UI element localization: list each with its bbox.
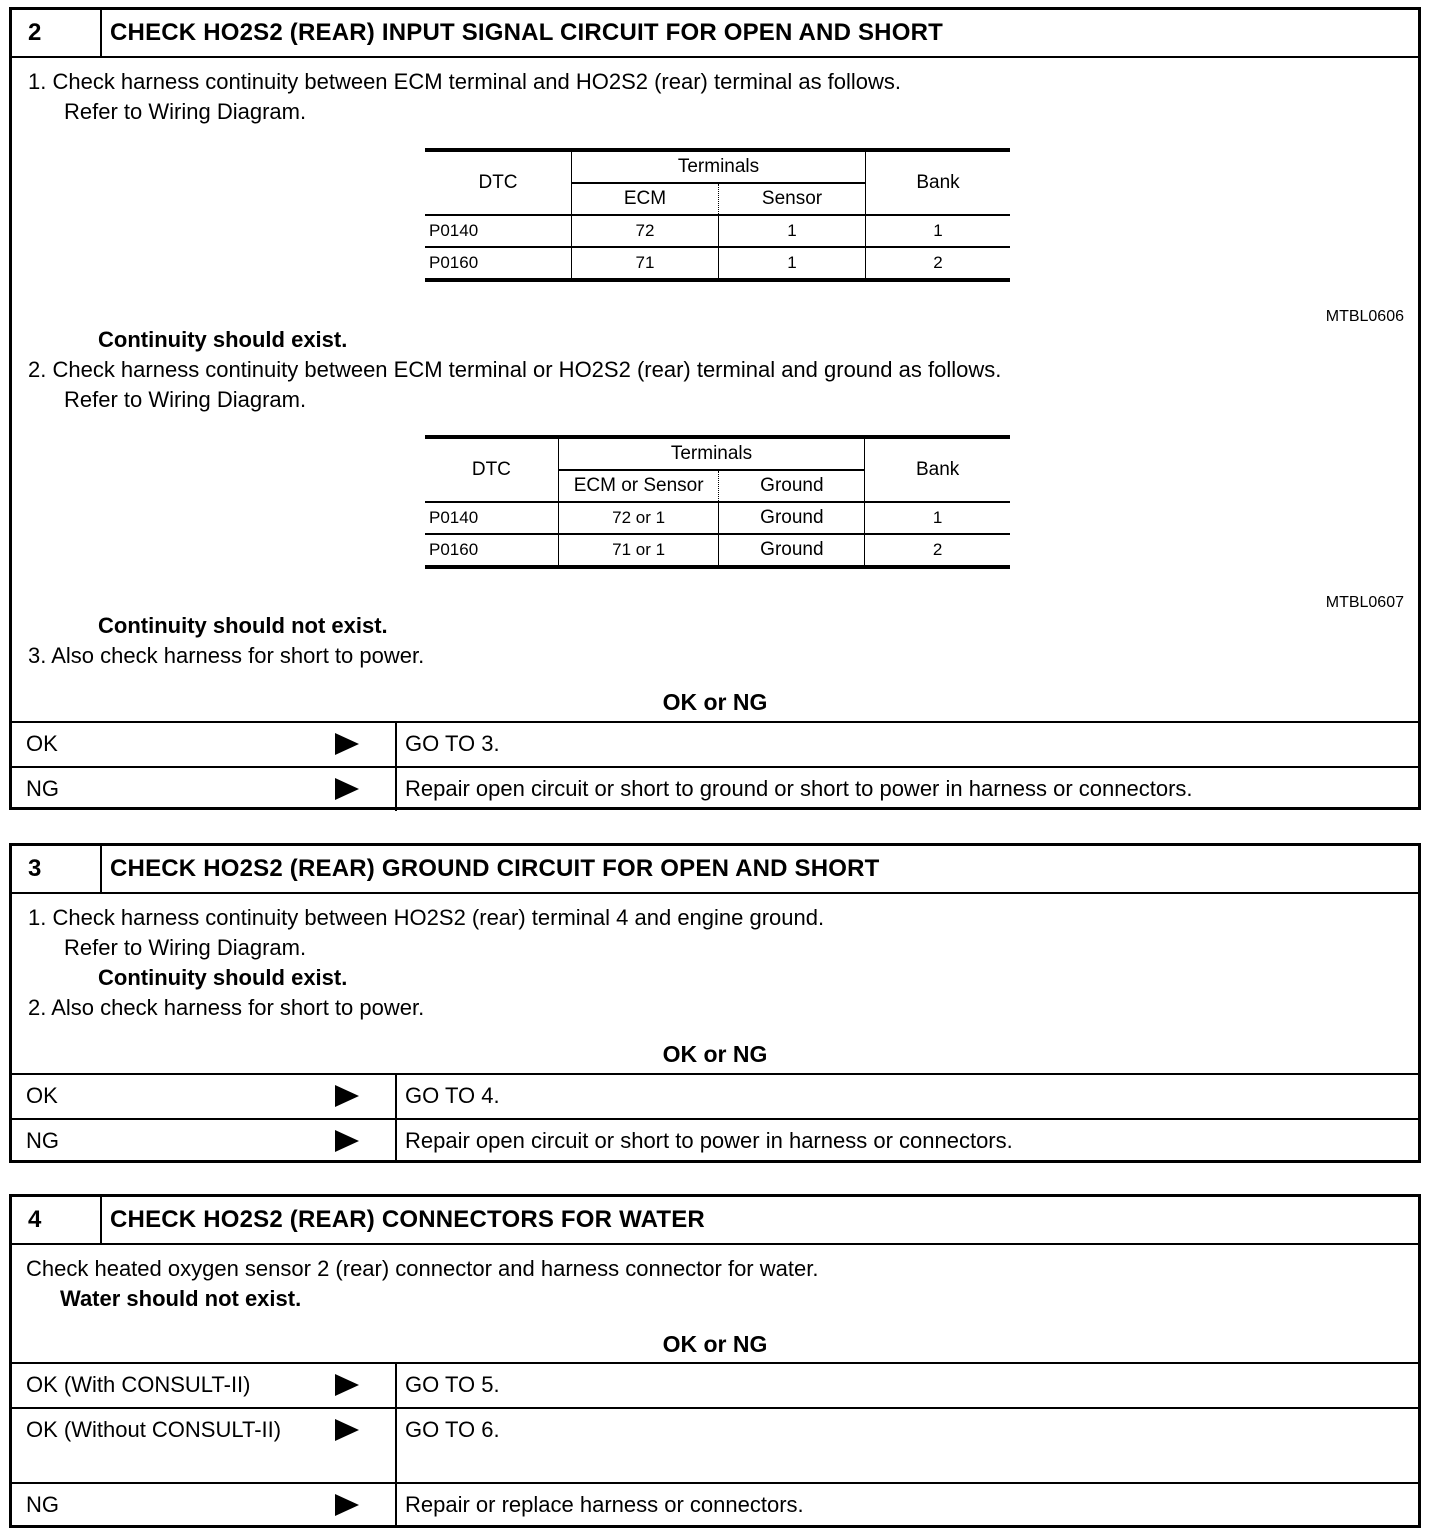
cell-dtc: P0140 [425, 215, 572, 247]
table-ref-code: MTBL0607 [1325, 594, 1404, 611]
arrow-right-icon [335, 1374, 359, 1396]
terminal-table-1 [425, 148, 1010, 282]
result-row-ok [12, 721, 1418, 766]
table-ref-code: MTBL0606 [1325, 308, 1404, 325]
step-title: CHECK HO2S2 (REAR) GROUND CIRCUIT FOR OPEN AND SHORT [110, 855, 880, 882]
cell-ecm: 72 [572, 215, 719, 247]
instruction-1: 1. Check harness continuity between HO2S2 (rear) terminal 4 and engine ground. [28, 905, 825, 930]
instruction-1: 1. Check harness continuity between ECM terminal and HO2S2 (rear) terminal as follows. [28, 69, 902, 94]
spec-note-2: Continuity should not exist. [98, 613, 388, 638]
cell-ecm-or-sensor: 72 or 1 [558, 502, 719, 534]
col-header-ecm-or-sensor: ECM or Sensor [558, 470, 719, 502]
step-2-section [9, 7, 1421, 810]
col-header-dtc: DTC [425, 150, 572, 215]
step-3-body [12, 894, 1418, 1073]
cell-bank: 1 [866, 215, 1011, 247]
result-row-ng [12, 1482, 1418, 1527]
ok-or-ng-label: OK or NG [662, 689, 768, 715]
spec-note-1: Continuity should exist. [98, 327, 348, 352]
cell-dtc: P0160 [425, 247, 572, 280]
result-action: Repair open circuit or short to ground or short to power in harness or connectors. [405, 776, 1193, 801]
result-action: GO TO 5. [405, 1372, 500, 1397]
step-4-section [9, 1194, 1421, 1528]
result-action: GO TO 6. [405, 1417, 500, 1442]
result-key: NG [26, 1492, 59, 1517]
arrow-right-icon [335, 733, 359, 755]
col-header-bank: Bank [866, 150, 1011, 215]
step-3-section [9, 843, 1421, 1163]
col-header-sensor: Sensor [719, 183, 866, 215]
arrow-right-icon [335, 778, 359, 800]
col-header-ground: Ground [719, 470, 865, 502]
instruction-2: 2. Also check harness for short to power. [28, 995, 425, 1020]
instruction-1: Check heated oxygen sensor 2 (rear) connector and harness connector for water. [26, 1256, 819, 1281]
step-number: 4 [12, 1197, 102, 1243]
arrow-right-icon [335, 1130, 359, 1152]
result-row-ng [12, 1118, 1418, 1163]
instruction-2-ref: Refer to Wiring Diagram. [64, 387, 307, 412]
spec-note-1: Water should not exist. [60, 1286, 302, 1311]
cell-ground: Ground [719, 534, 865, 567]
result-key: OK [26, 1083, 58, 1108]
table-row [425, 534, 1010, 567]
cell-ecm: 71 [572, 247, 719, 280]
cell-bank: 1 [865, 502, 1010, 534]
result-key: NG [26, 776, 59, 801]
table-row [425, 502, 1010, 534]
instruction-3: 3. Also check harness for short to power. [28, 643, 425, 668]
step-title: CHECK HO2S2 (REAR) INPUT SIGNAL CIRCUIT FOR OPEN AND SHORT [110, 19, 943, 46]
result-action: GO TO 4. [405, 1083, 500, 1108]
cell-sensor: 1 [719, 247, 866, 280]
cell-bank: 2 [865, 534, 1010, 567]
instruction-1-ref: Refer to Wiring Diagram. [64, 935, 307, 960]
instruction-1-ref: Refer to Wiring Diagram. [64, 99, 307, 124]
col-header-terminals: Terminals [558, 437, 864, 470]
result-row-ng [12, 766, 1418, 811]
result-key: OK (With CONSULT-II) [26, 1372, 251, 1397]
result-action: Repair open circuit or short to power in harness or connectors. [405, 1128, 1013, 1153]
instruction-2: 2. Check harness continuity between ECM terminal or HO2S2 (rear) terminal and ground as follows. [28, 357, 1002, 382]
step-title: CHECK HO2S2 (REAR) CONNECTORS FOR WATER [110, 1206, 705, 1233]
col-header-ecm: ECM [572, 183, 719, 215]
step-number: 2 [12, 10, 102, 56]
cell-sensor: 1 [719, 215, 866, 247]
step-3-header [12, 846, 1418, 894]
result-row-ok-without-consult [12, 1407, 1418, 1482]
arrow-right-icon [335, 1419, 359, 1441]
result-row-ok-with-consult [12, 1362, 1418, 1407]
result-action: GO TO 3. [405, 731, 500, 756]
result-action: Repair or replace harness or connectors. [405, 1492, 804, 1517]
result-key: OK (Without CONSULT-II) [26, 1417, 282, 1442]
cell-dtc: P0160 [425, 534, 558, 567]
step-4-body [12, 1245, 1418, 1362]
arrow-right-icon [335, 1494, 359, 1516]
step-4-header [12, 1197, 1418, 1245]
arrow-right-icon [335, 1085, 359, 1107]
step-number: 3 [12, 846, 102, 892]
table-row [425, 247, 1010, 280]
ok-or-ng-label: OK or NG [662, 1331, 768, 1357]
step-2-body [12, 58, 1418, 721]
table-row [425, 215, 1010, 247]
col-header-terminals: Terminals [572, 150, 866, 183]
ok-or-ng-label: OK or NG [662, 1041, 768, 1067]
step-2-header [12, 10, 1418, 58]
terminal-table-2 [425, 435, 1010, 569]
cell-bank: 2 [866, 247, 1011, 280]
cell-ecm-or-sensor: 71 or 1 [558, 534, 719, 567]
cell-ground: Ground [719, 502, 865, 534]
col-header-dtc: DTC [425, 437, 558, 502]
result-row-ok [12, 1073, 1418, 1118]
spec-note-1: Continuity should exist. [98, 965, 348, 990]
col-header-bank: Bank [865, 437, 1010, 502]
result-key: OK [26, 731, 58, 756]
cell-dtc: P0140 [425, 502, 558, 534]
result-key: NG [26, 1128, 59, 1153]
